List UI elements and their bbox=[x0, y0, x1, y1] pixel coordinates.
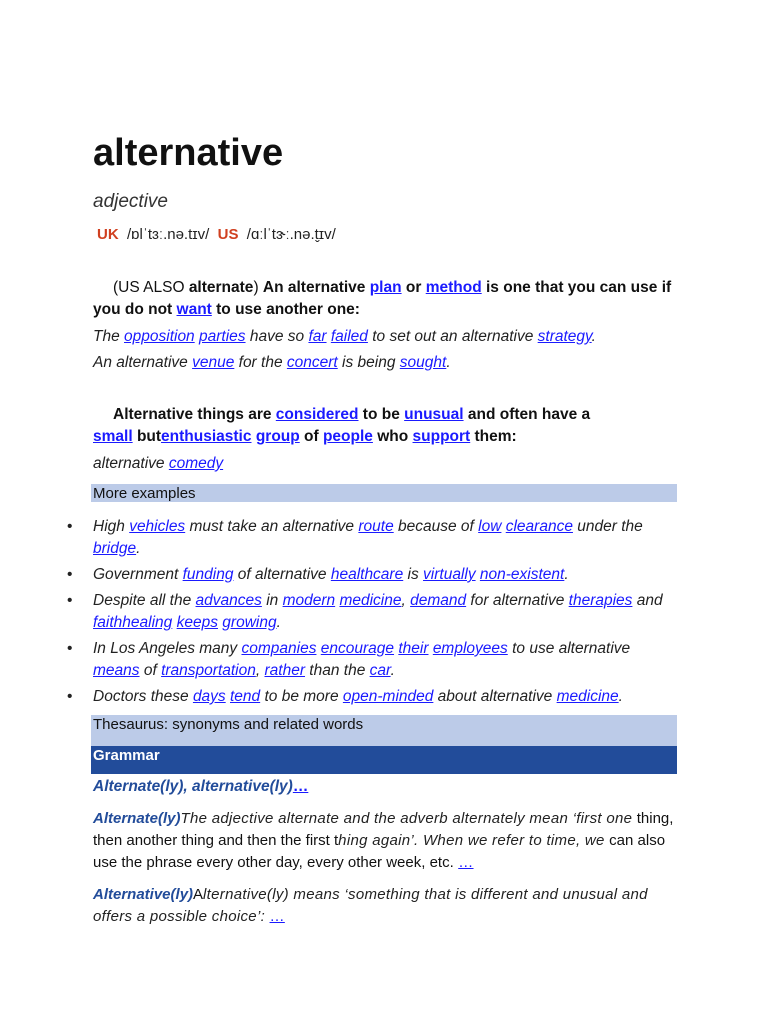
link-far[interactable]: far bbox=[308, 328, 327, 345]
example-text: . bbox=[276, 614, 281, 631]
example-link[interactable]: tend bbox=[230, 688, 261, 705]
bullet-icon: • bbox=[67, 592, 73, 609]
bullet-icon: • bbox=[67, 688, 73, 705]
link-group[interactable]: group bbox=[255, 428, 300, 445]
example-text: , bbox=[255, 662, 265, 679]
bullet-icon: • bbox=[67, 518, 73, 535]
example-link[interactable]: vehicles bbox=[129, 518, 186, 535]
sense-1-example-2: An alternative venue for the concert is being sought. bbox=[93, 354, 451, 371]
grammar-p1-more-link[interactable]: … bbox=[458, 854, 474, 871]
example-text: than the bbox=[304, 662, 370, 679]
grammar-title: Alternate(ly), alternative(ly)… bbox=[93, 778, 309, 795]
link-venue[interactable]: venue bbox=[192, 354, 235, 371]
example-text: . bbox=[390, 662, 395, 679]
example-link[interactable]: faithhealing bbox=[93, 614, 173, 631]
example-link[interactable]: companies bbox=[241, 640, 317, 657]
link-small[interactable]: small bbox=[93, 428, 133, 445]
link-enthusiastic[interactable]: enthusiastic bbox=[161, 428, 252, 445]
example-link[interactable]: car bbox=[369, 662, 391, 679]
sense-2-example: alternative comedy bbox=[93, 455, 224, 472]
example-text: under the bbox=[572, 518, 643, 535]
uk-label: UK bbox=[97, 226, 119, 243]
link-plan[interactable]: plan bbox=[369, 279, 402, 296]
example-text: and bbox=[632, 592, 663, 609]
example-link[interactable]: employees bbox=[432, 640, 508, 657]
link-strategy[interactable]: strategy bbox=[537, 328, 592, 345]
example-link[interactable]: funding bbox=[182, 566, 234, 583]
example-link[interactable]: virtually bbox=[423, 566, 476, 583]
grammar-paragraph-2: Alternative(ly)Alternative(ly) means ‘something that is different and unusual and offers a possible choice’: … bbox=[93, 886, 648, 925]
example-link[interactable]: therapies bbox=[568, 592, 633, 609]
link-failed[interactable]: failed bbox=[330, 328, 368, 345]
example-text: . bbox=[136, 540, 141, 557]
thesaurus-bar[interactable]: Thesaurus: synonyms and related words bbox=[91, 715, 677, 746]
example-text: . bbox=[564, 566, 569, 583]
link-concert[interactable]: concert bbox=[286, 354, 338, 371]
example-text: of alternative bbox=[233, 566, 331, 583]
example-link[interactable]: medicine bbox=[339, 592, 402, 609]
example-text: to be more bbox=[260, 688, 343, 705]
example-link[interactable]: means bbox=[93, 662, 140, 679]
example-link[interactable]: modern bbox=[282, 592, 336, 609]
example-text: about alternative bbox=[433, 688, 557, 705]
example-link[interactable]: medicine bbox=[556, 688, 619, 705]
headword: alternative bbox=[93, 132, 284, 174]
sense-1-definition: (US ALSO alternate) An alternative plan or method is one that you can use if you do not want to use another one: bbox=[93, 279, 672, 318]
uk-ipa: /ɒlˈtɜː.nə.tɪv/ bbox=[127, 226, 210, 243]
grammar-bar[interactable]: Grammar bbox=[91, 746, 677, 774]
sense-2-definition: Alternative things are considered to be unusual and often have a small butenthusiastic group of people who support them: bbox=[93, 406, 591, 445]
example-link[interactable]: healthcare bbox=[330, 566, 404, 583]
example-link[interactable]: bridge bbox=[93, 540, 137, 557]
example-text: Doctors these bbox=[93, 688, 193, 705]
link-considered[interactable]: considered bbox=[275, 406, 359, 423]
part-of-speech: adjective bbox=[93, 191, 168, 212]
example-text: for alternative bbox=[466, 592, 569, 609]
example-text: Government bbox=[93, 566, 183, 583]
example-link[interactable]: low bbox=[478, 518, 502, 535]
grammar-p2-more-link[interactable]: … bbox=[269, 908, 285, 925]
example-text: In Los Angeles many bbox=[93, 640, 242, 657]
link-parties[interactable]: parties bbox=[199, 328, 246, 345]
link-people[interactable]: people bbox=[322, 428, 373, 445]
example-item bbox=[67, 590, 678, 634]
bullet-icon: • bbox=[67, 566, 73, 583]
pronunciation bbox=[97, 226, 336, 243]
link-want[interactable]: want bbox=[176, 301, 212, 318]
example-text: must take an alternative bbox=[185, 518, 359, 535]
link-method[interactable]: method bbox=[425, 279, 482, 296]
example-link[interactable]: days bbox=[192, 688, 226, 705]
link-sought[interactable]: sought bbox=[399, 354, 447, 371]
us-ipa: /ɑːlˈtɝː.nə.t̬ɪv/ bbox=[246, 226, 336, 243]
more-examples-bar[interactable]: More examples bbox=[91, 484, 677, 502]
example-text: of bbox=[139, 662, 162, 679]
example-link[interactable]: clearance bbox=[505, 518, 573, 535]
example-item bbox=[67, 686, 678, 708]
example-text: High bbox=[93, 518, 130, 535]
example-text: Despite all the bbox=[93, 592, 196, 609]
example-text: to use alternative bbox=[507, 640, 631, 657]
example-link[interactable]: advances bbox=[195, 592, 262, 609]
example-link[interactable]: growing bbox=[222, 614, 277, 631]
example-link[interactable]: non-existent bbox=[479, 566, 565, 583]
sense-1-example-1: The opposition parties have so far failed to set out an alternative strategy. bbox=[93, 328, 596, 345]
example-text: . bbox=[618, 688, 623, 705]
example-link[interactable]: transportation bbox=[161, 662, 256, 679]
more-examples-list bbox=[67, 516, 678, 712]
example-link[interactable]: route bbox=[358, 518, 394, 535]
example-text: in bbox=[261, 592, 283, 609]
us-label: US bbox=[217, 226, 239, 243]
example-link[interactable]: demand bbox=[410, 592, 467, 609]
example-link[interactable]: their bbox=[398, 640, 429, 657]
example-text: because of bbox=[393, 518, 479, 535]
example-link[interactable]: encourage bbox=[320, 640, 395, 657]
example-text: , bbox=[401, 592, 411, 609]
example-item bbox=[67, 638, 678, 682]
link-unusual[interactable]: unusual bbox=[404, 406, 464, 423]
example-item bbox=[67, 516, 678, 560]
example-link[interactable]: open-minded bbox=[342, 688, 434, 705]
link-support[interactable]: support bbox=[412, 428, 471, 445]
grammar-title-more-link[interactable]: … bbox=[292, 778, 309, 795]
bullet-icon: • bbox=[67, 640, 73, 657]
link-opposition[interactable]: opposition bbox=[124, 328, 195, 345]
example-text: is bbox=[403, 566, 424, 583]
example-link[interactable]: rather bbox=[264, 662, 305, 679]
link-comedy[interactable]: comedy bbox=[168, 455, 224, 472]
grammar-paragraph-1: Alternate(ly)The adjective alternate and the adverb alternately mean ‘first one thing, then another thing and then the first thing again’. When we refer to time, we can also use the phrase every other day, every other week, etc. … bbox=[93, 810, 674, 871]
example-item bbox=[67, 564, 678, 586]
example-link[interactable]: keeps bbox=[176, 614, 218, 631]
